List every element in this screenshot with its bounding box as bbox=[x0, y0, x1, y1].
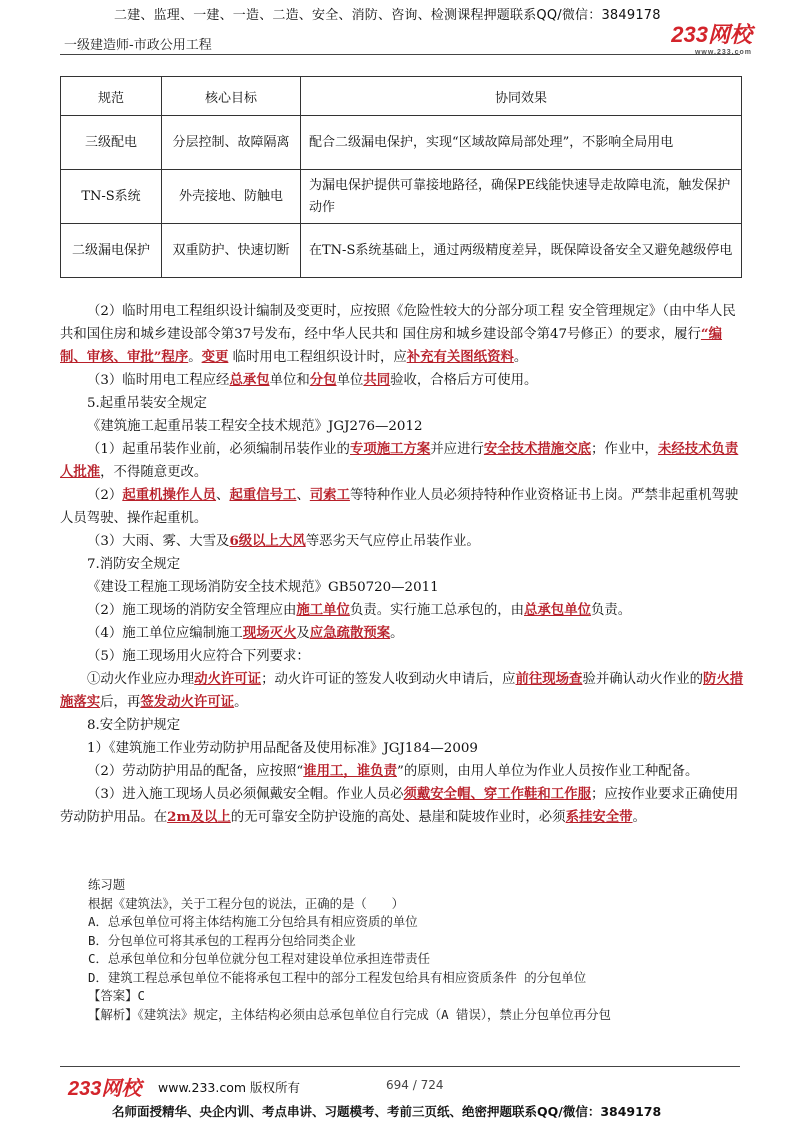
table-cell: 分层控制、故障隔离 bbox=[162, 116, 301, 170]
table-row bbox=[61, 170, 742, 224]
footer-contact-line: 名师面授精华、央企内训、考点串讲、习题模考、考前三页纸、绝密押题联系QQ/微信：3849178 bbox=[112, 1104, 662, 1119]
paragraph: （3）大雨、雾、大雪及6级以上大风等恶劣天气应停止吊装作业。 bbox=[87, 533, 480, 549]
option-d: D．建筑工程总承包单位不能将承包工程中的部分工程发包给具有相应资质条件 的分包单位 bbox=[88, 969, 587, 985]
table-cell: 二级漏电保护 bbox=[61, 224, 162, 278]
answer: 【答案】C bbox=[88, 988, 146, 1003]
standard-reference: 《建设工程施工现场消防安全技术规范》GB50720—2011 bbox=[87, 580, 439, 595]
standard-reference: 1）《建筑施工作业劳动防护用品配备及使用标准》JGJ184—2009 bbox=[87, 741, 478, 756]
table-cell: 在TN-S系统基础上，通过两级精度差异，既保障设备安全又避免越级停电 bbox=[301, 224, 742, 278]
table-cell: 为漏电保护提供可靠接地路径，确保PE线能快速导走故障电流，触发保护动作 bbox=[301, 170, 742, 224]
paragraph: （2）起重机操作人员、起重信号工、司索工等特种作业人员必须持特种作业资格证书上岗。严禁非起重机驾驶人员驾驶、操作起重机。 bbox=[60, 487, 739, 526]
main-content bbox=[60, 300, 744, 829]
paragraph: （5）施工现场用火应符合下列要求： bbox=[87, 649, 310, 664]
option-b: B．分包单位可将其承包的工程再分包给同类企业 bbox=[88, 932, 356, 948]
paragraph: （1）起重吊装作业前，必须编制吊装作业的专项施工方案并应进行安全技术措施交底；作业中，未经技术负责人批准，不得随意更改。 bbox=[60, 441, 739, 480]
standard-reference: 《建筑施工起重吊装工程安全技术规范》JGJ276—2012 bbox=[87, 419, 423, 434]
option-a: A．总承包单位可将主体结构施工分包给具有相应资质的单位 bbox=[88, 914, 418, 929]
section-heading: 8.安全防护规定 bbox=[87, 718, 181, 733]
exercise-block bbox=[88, 876, 748, 1024]
standards-table bbox=[60, 76, 742, 278]
table-cell: 三级配电 bbox=[61, 116, 162, 170]
brand-logo[interactable]: 233网校 www.233.com bbox=[671, 22, 752, 56]
paragraph: ①动火作业应办理动火许可证；动火许可证的签发人收到动火申请后，应前往现场查验并确认动火作业的防火措施落实后，再签发动火许可证。 bbox=[60, 671, 744, 710]
section-heading: 5.起重吊装安全规定 bbox=[87, 396, 207, 411]
exercise-question: 根据《建筑法》，关于工程分包的说法，正确的是（ ） bbox=[88, 895, 404, 911]
header-divider bbox=[60, 54, 740, 55]
footer-logo[interactable]: 233网校 bbox=[68, 1078, 142, 1100]
paragraph: （2）劳动防护用品的配备，应按照“谁用工，谁负责”的原则，由用人单位为作业人员按作业工种配备。 bbox=[87, 763, 699, 779]
paragraph: （2）施工现场的消防安全管理应由施工单位负责。实行施工总承包的，由总承包单位负责。 bbox=[87, 602, 632, 618]
header-subject: 一级建造师-市政公用工程 bbox=[64, 38, 212, 53]
table-row bbox=[61, 224, 742, 278]
paragraph: （4）施工单位应编制施工现场灭火及应急疏散预案。 bbox=[87, 625, 404, 641]
table-cell: 外壳接地、防触电 bbox=[162, 170, 301, 224]
paragraph: （3）临时用电工程应经总承包单位和分包单位共同验收，合格后方可使用。 bbox=[87, 372, 538, 388]
table-cell: 配合二级漏电保护，实现“区域故障局部处理”，不影响全局用电 bbox=[301, 116, 742, 170]
section-heading: 7.消防安全规定 bbox=[87, 557, 181, 572]
table-cell: TN-S系统 bbox=[61, 170, 162, 224]
table-header: 核心目标 bbox=[162, 77, 301, 116]
footer-site-link[interactable]: www.233.com 版权所有 bbox=[158, 1080, 300, 1095]
table-header: 协同效果 bbox=[301, 77, 742, 116]
paragraph: （3）进入施工现场人员必须佩戴安全帽。作业人员必须戴安全帽、穿工作鞋和工作服；应按作业要求正确使用劳动防护用品。在2m及以上的无可靠安全防护设施的高处、悬崖和陡坡作业时，必须系挂安全带。 bbox=[60, 786, 739, 825]
table-cell: 双重防护、快速切断 bbox=[162, 224, 301, 278]
paragraph: （2）临时用电工程组织设计编制及变更时，应按照《危险性较大的分部分项工程 安全管理规定》（由中华人民共和国住房和城乡建设部令第37号发布，经中华人民共和 国住房和城乡建设部令第47号修正）的要求，履行“编制、审核、审批”程序。变更 临时用电工程组织设计时，应补充有关图纸资料。 bbox=[60, 304, 736, 365]
header-contact-line: 二建、监理、一建、一造、二造、安全、消防、咨询、检测课程押题联系QQ/微信：3849178 bbox=[114, 8, 661, 23]
option-c: C．总承包单位和分包单位就分包工程对建设单位承担连带责任 bbox=[88, 951, 431, 966]
exercise-title: 练习题 bbox=[88, 877, 126, 892]
table-header: 规范 bbox=[61, 77, 162, 116]
analysis: 【解析】《建筑法》规定，主体结构必须由总承包单位自行完成（A 错误），禁止分包单位再分包 bbox=[88, 1006, 611, 1022]
page-number: 694 / 724 bbox=[386, 1078, 444, 1092]
table-header-row bbox=[61, 77, 742, 116]
table-row bbox=[61, 116, 742, 170]
footer-divider bbox=[60, 1066, 740, 1067]
